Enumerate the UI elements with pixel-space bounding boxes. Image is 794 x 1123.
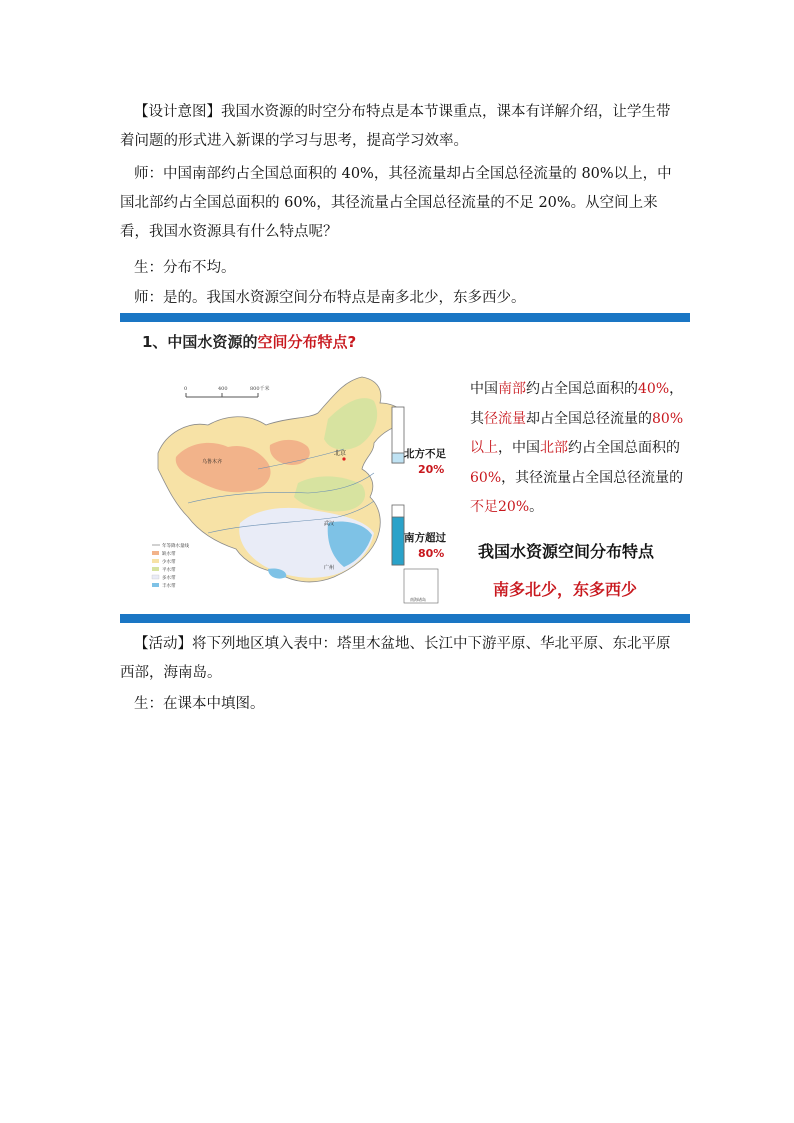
design-intent-paragraph xyxy=(120,98,680,156)
legend-item-deficient: 缺水带 xyxy=(162,552,176,557)
student-answer-paragraph: 生：分布不均。 xyxy=(134,260,236,276)
north-share-fill xyxy=(392,453,404,463)
north-share-label: 北方不足 xyxy=(404,448,446,460)
activity-text: 将下列地区填入表中：塔里木盆地、长江中下游平原、华北平原、东北平原西部，海南岛。 xyxy=(120,636,671,681)
slide-title xyxy=(142,331,356,352)
scale-label-800: 800千米 xyxy=(250,386,270,392)
slide-title-highlight: 空间分布特点? xyxy=(257,333,357,351)
scale-label-400: 400 xyxy=(218,386,228,392)
teacher-summary-paragraph: 师：是的。我国水资源空间分布特点是南多北少，东多西少。 xyxy=(134,290,526,306)
summary-title: 我国水资源空间分布特点 xyxy=(478,542,655,561)
south-share-fill xyxy=(392,517,404,565)
teacher-question-paragraph: 师：中国南部约占全国总面积的 40%，其径流量却占全国总径流量的 80%以上，中国北部约占全国总面积的 60%，其径流量占全国总径流量的不足 20%。从空间上来看，我国水资源具有什么特点呢？ xyxy=(120,166,672,240)
beijing-marker xyxy=(342,457,345,460)
slide-bottom-bar xyxy=(120,614,690,623)
summary-value: 南多北少，东多西少 xyxy=(493,580,638,599)
activity-paragraph xyxy=(120,630,680,688)
legend-title: 年等降水量线 xyxy=(162,544,189,549)
legend-item-scarce: 少水带 xyxy=(162,560,176,565)
legend-item-average: 平水带 xyxy=(162,568,176,573)
legend-item-abundant: 多水带 xyxy=(162,576,176,581)
map-legend xyxy=(152,542,189,589)
south-share-label: 南方超过 xyxy=(404,532,446,544)
water-distribution-slide xyxy=(120,313,690,625)
scale-label-0: 0 xyxy=(184,386,188,392)
legend-item-rich: 丰水带 xyxy=(162,584,176,589)
city-label-urumqi: 乌鲁木齐 xyxy=(202,459,223,465)
north-share-value: 20% xyxy=(418,463,445,476)
slide-title-prefix: 1、中国水资源的 xyxy=(142,333,258,351)
slide-top-bar xyxy=(120,313,690,322)
slide-description: 中国南部约占全国总面积的40%，其径流量却占全国总径流量的80%以上，中国北部约占全国总面积的60%，其径流量占全国总径流量的不足20%。 xyxy=(470,381,684,515)
map-scale-bar xyxy=(184,385,270,397)
south-share-value: 80% xyxy=(418,547,445,560)
design-intent-label: 【设计意图】 xyxy=(134,104,221,120)
city-label-wuhan: 武汉 xyxy=(324,521,335,527)
city-label-guangzhou: 广州 xyxy=(324,565,335,571)
inset-label: 南海诸岛 xyxy=(410,597,426,602)
design-intent-text: 我国水资源的时空分布特点是本节课重点，课本有详解介绍，让学生带着问题的形式进入新课的学习与思考，提高学习效率。 xyxy=(120,104,671,149)
city-label-beijing: 北京 xyxy=(334,450,347,457)
student-fill-paragraph: 生：在课本中填图。 xyxy=(134,696,265,712)
activity-label: 【活动】 xyxy=(134,636,192,652)
china-water-map xyxy=(148,373,468,605)
